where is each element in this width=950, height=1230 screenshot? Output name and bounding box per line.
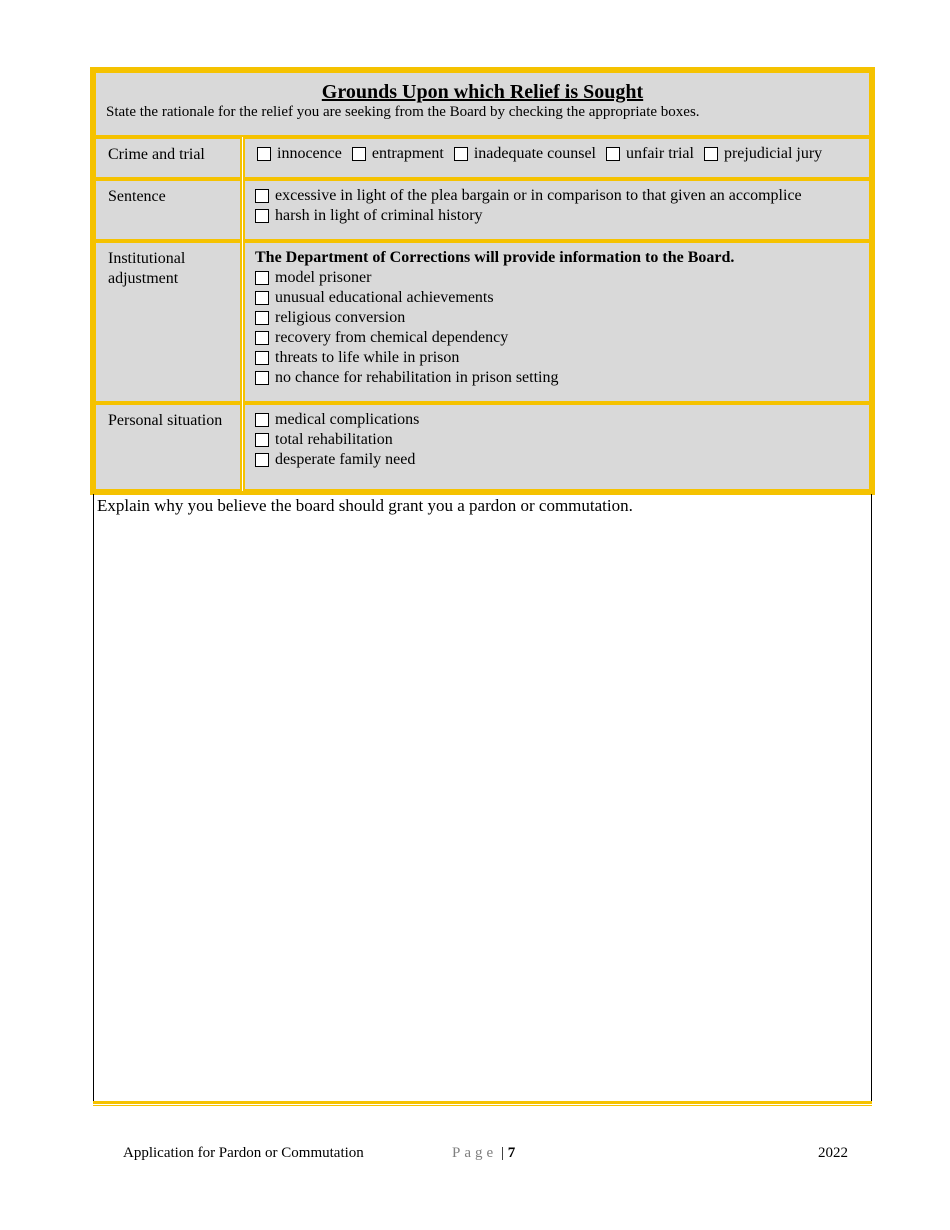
crime-trial-label-cell bbox=[94, 137, 242, 179]
checkbox-option[interactable] bbox=[255, 206, 869, 226]
checkbox[interactable] bbox=[255, 209, 269, 223]
option-label: recovery from chemical dependency bbox=[275, 329, 509, 346]
form-header bbox=[94, 71, 871, 137]
personal-label: Personal situation bbox=[108, 412, 223, 429]
option-label: desperate family need bbox=[275, 451, 416, 468]
footer-title: Application for Pardon or Commutation bbox=[123, 1145, 364, 1161]
checkbox[interactable] bbox=[255, 371, 269, 385]
option-label: inadequate counsel bbox=[473, 145, 596, 162]
checkbox-option[interactable] bbox=[257, 144, 342, 164]
option-label: medical complications bbox=[275, 411, 420, 428]
checkbox-option[interactable] bbox=[255, 288, 869, 308]
checkbox[interactable] bbox=[255, 433, 269, 447]
checkbox-option[interactable] bbox=[255, 430, 869, 450]
form-title: Grounds Upon which Relief is Sought bbox=[321, 81, 644, 103]
option-label: no chance for rehabilitation in prison setting bbox=[275, 369, 559, 386]
sentence-options-cell bbox=[243, 179, 871, 241]
checkbox-option[interactable] bbox=[255, 368, 869, 388]
crime-trial-label: Crime and trial bbox=[108, 146, 205, 163]
page-separator: | bbox=[500, 1145, 504, 1161]
checkbox[interactable] bbox=[255, 331, 269, 345]
explanation-textarea[interactable] bbox=[93, 494, 872, 1104]
option-label: harsh in light of criminal history bbox=[275, 207, 483, 224]
institutional-options-cell bbox=[243, 241, 871, 403]
checkbox-option[interactable] bbox=[255, 348, 869, 368]
option-label: total rehabilitation bbox=[275, 431, 393, 448]
checkbox[interactable] bbox=[255, 311, 269, 325]
personal-options-cell bbox=[243, 403, 871, 491]
checkbox[interactable] bbox=[255, 453, 269, 467]
checkbox-option[interactable] bbox=[352, 144, 444, 164]
checkbox-option[interactable] bbox=[454, 144, 596, 164]
checkbox[interactable] bbox=[255, 291, 269, 305]
checkbox-option[interactable] bbox=[606, 144, 694, 164]
checkbox[interactable] bbox=[352, 147, 366, 161]
checkbox[interactable] bbox=[704, 147, 718, 161]
option-label: innocence bbox=[277, 145, 342, 162]
grounds-form bbox=[90, 67, 875, 495]
checkbox[interactable] bbox=[255, 351, 269, 365]
doc-note: The Department of Corrections will provide information to the Board. bbox=[255, 249, 735, 266]
checkbox[interactable] bbox=[255, 413, 269, 427]
form-instructions: State the rationale for the relief you are seeking from the Board by checking the appropriate boxes. bbox=[106, 104, 700, 120]
checkbox-option[interactable] bbox=[255, 328, 869, 348]
sentence-label-cell bbox=[94, 179, 242, 241]
sentence-label: Sentence bbox=[108, 188, 166, 205]
option-label: excessive in light of the plea bargain or in comparison to that given an accomplice bbox=[275, 187, 802, 204]
checkbox-option[interactable] bbox=[255, 268, 869, 288]
option-label: unusual educational achievements bbox=[275, 289, 494, 306]
option-label: unfair trial bbox=[626, 145, 694, 162]
explanation-prompt: Explain why you believe the board should grant you a pardon or commutation. bbox=[97, 496, 633, 515]
bottom-rule-thin bbox=[93, 1105, 872, 1106]
institutional-label-cell bbox=[94, 241, 242, 403]
checkbox-option[interactable] bbox=[704, 144, 822, 164]
page-number: 7 bbox=[507, 1145, 516, 1161]
footer-year: 2022 bbox=[818, 1145, 848, 1161]
crime-trial-options-cell bbox=[243, 137, 871, 179]
option-label: prejudicial jury bbox=[723, 145, 823, 162]
checkbox-option[interactable] bbox=[255, 308, 869, 328]
page-word: Page bbox=[452, 1145, 498, 1161]
checkbox[interactable] bbox=[454, 147, 468, 161]
personal-label-cell bbox=[94, 403, 242, 491]
checkbox-option[interactable] bbox=[255, 186, 869, 206]
option-label: model prisoner bbox=[275, 269, 372, 286]
institutional-label-line1: Institutional bbox=[108, 250, 186, 267]
option-label: threats to life while in prison bbox=[275, 349, 460, 366]
bottom-rule bbox=[93, 1101, 872, 1104]
option-label: religious conversion bbox=[275, 309, 406, 326]
checkbox-option[interactable] bbox=[255, 410, 869, 430]
option-label: entrapment bbox=[371, 145, 444, 162]
checkbox[interactable] bbox=[255, 271, 269, 285]
footer-page bbox=[452, 1145, 515, 1162]
checkbox-option[interactable] bbox=[255, 450, 869, 470]
checkbox[interactable] bbox=[255, 189, 269, 203]
checkbox[interactable] bbox=[606, 147, 620, 161]
institutional-label bbox=[96, 243, 240, 289]
checkbox[interactable] bbox=[257, 147, 271, 161]
institutional-label-line2: adjustment bbox=[108, 270, 179, 287]
